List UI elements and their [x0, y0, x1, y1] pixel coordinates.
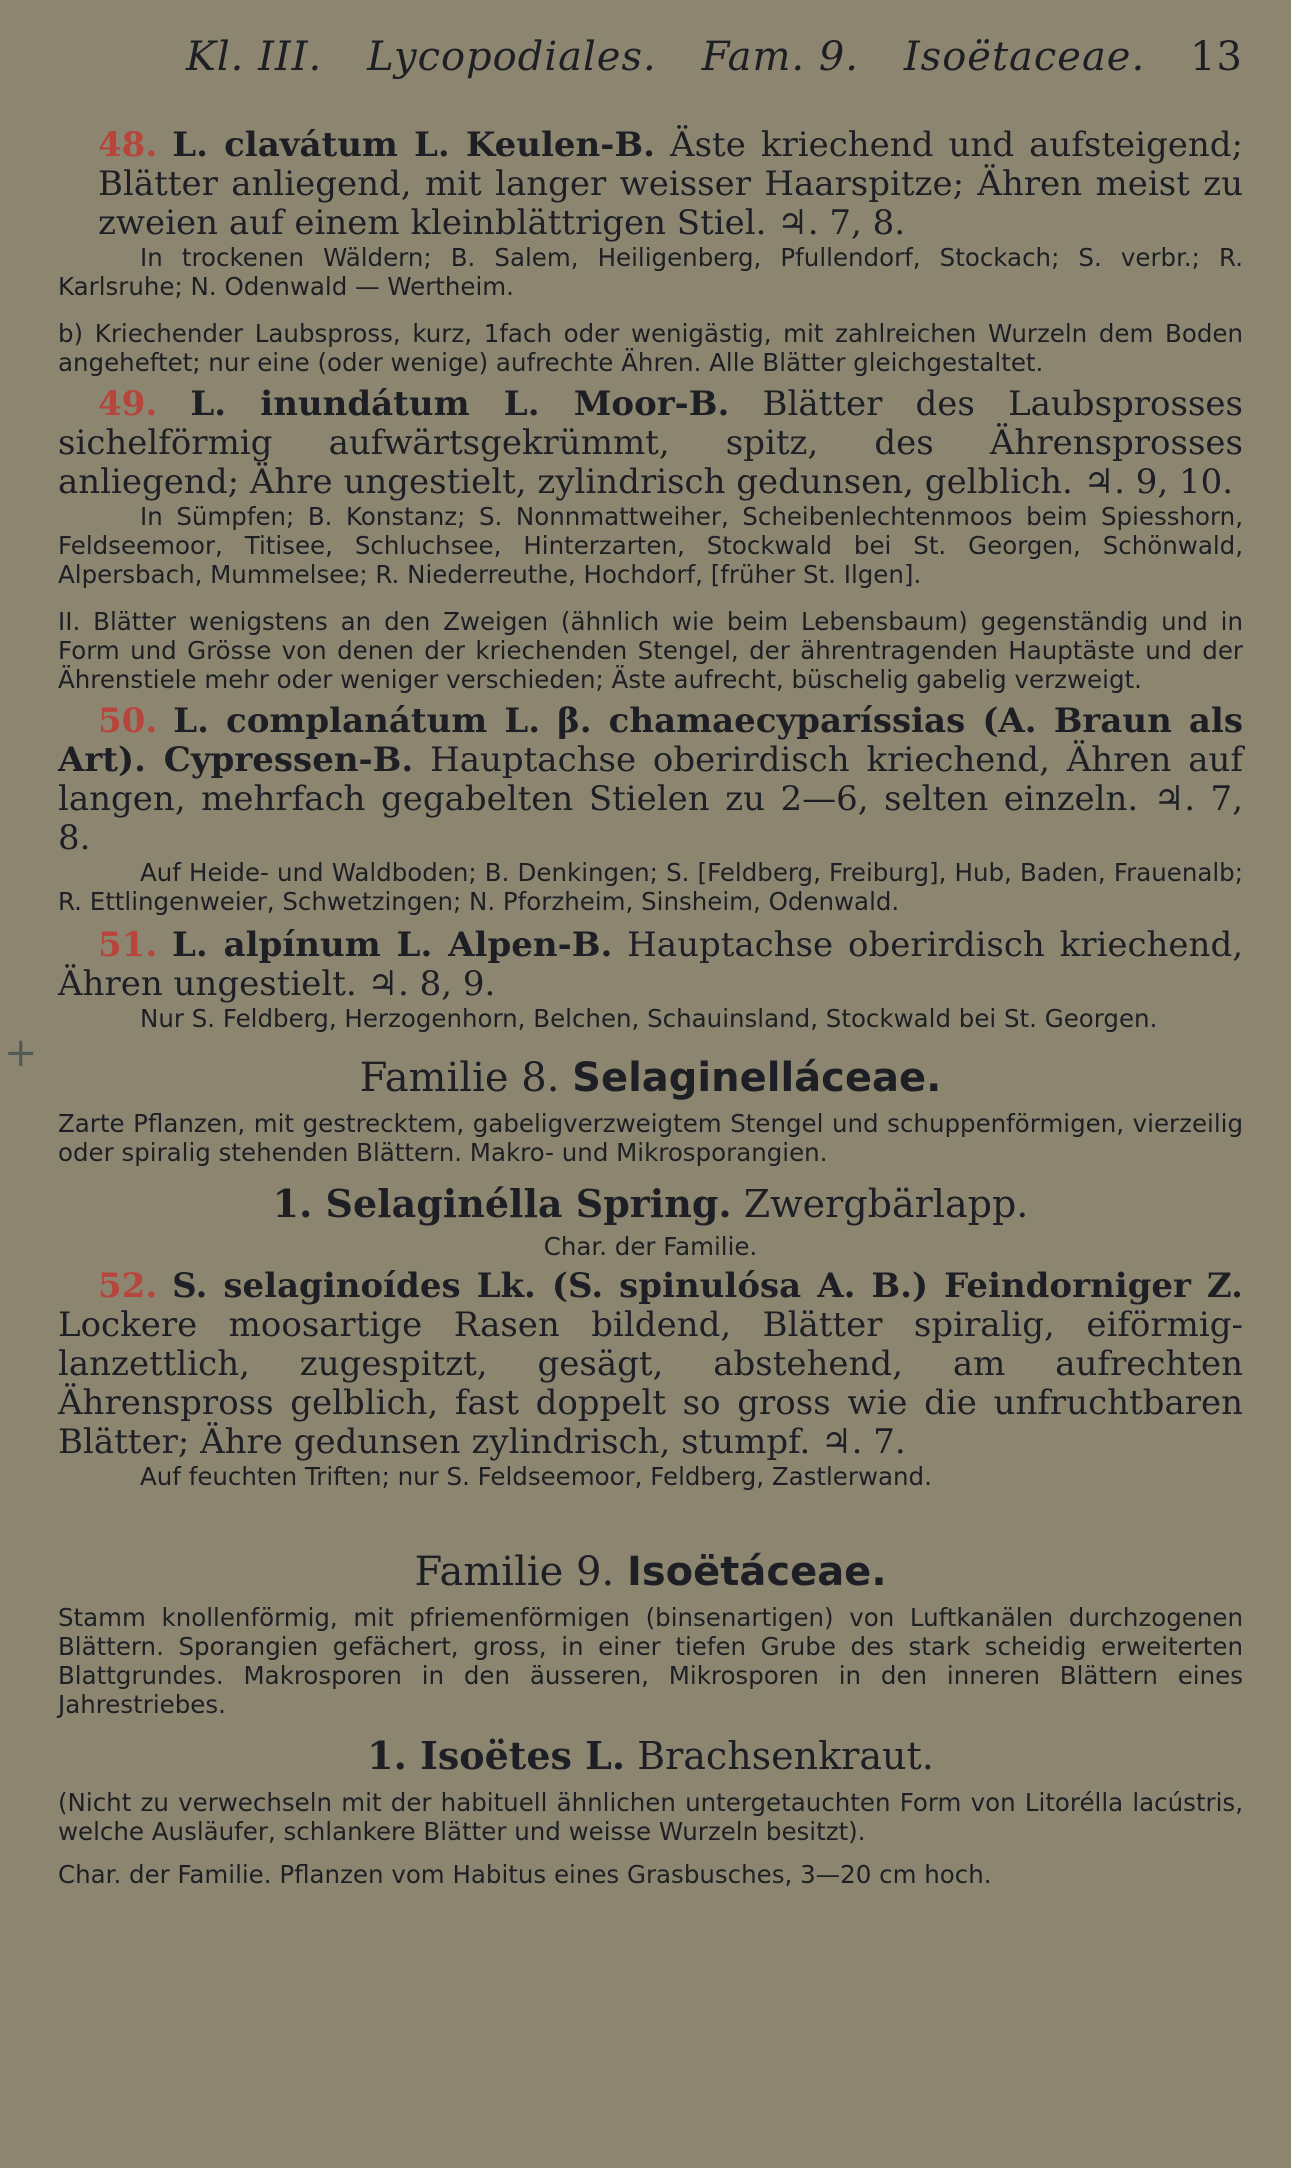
key-b: b) Kriechender Laubspross, kurz, 1fach oder wenigästig, mit zahlreichen Wurzeln dem Boden angeheftet; nur eine (oder wenige) aufrechte Ähren. Alle Blätter gleichgestaltet.	[58, 319, 1243, 377]
page-number: 13	[1190, 34, 1243, 80]
genus-isoetes-note: (Nicht zu verwechseln mit der habituell ähnlichen untergetauchten Form von Litorélla lacústris, welche Ausläufer, schlankere Blätter und weisse Wurzeln besitzt).	[58, 1788, 1243, 1846]
running-header	[58, 22, 1243, 80]
entry-49-name: L. inundátum L. Moor-B.	[190, 384, 730, 424]
entry-50-name: L. complanátum L. β. chamaecyparíssias (A. Braun als Art). Cypressen-B.	[58, 701, 1243, 780]
entry-51-name: L. alpínum L. Alpen-B.	[172, 925, 613, 965]
header-family-name: Isoëtaceae.	[903, 34, 1146, 80]
entry-48-name: L. clavátum L. Keulen-B.	[172, 125, 655, 165]
entry-51-number: 51.	[98, 925, 158, 965]
family-8-name: Selaginelláceae.	[572, 1055, 942, 1101]
genus-isoetes-common: Brachsenkraut.	[637, 1734, 934, 1778]
margin-plus-mark: +	[4, 1030, 38, 1076]
header-family: Fam. 9.	[701, 34, 859, 80]
genus-isoetes-heading	[58, 1733, 1243, 1778]
family-9-description: Stamm knollenförmig, mit pfriemenförmigen (binsenartigen) von Luftkanälen durchzogenen Blättern. Sporangien gefächert, gross, in einer tiefen Grube des stark scheidig erweiterten Blattgrundes. Makrosporen in den äusseren, Mikrosporen in den inneren Blättern eines Jahrestriebes.	[58, 1603, 1243, 1719]
family-9-name: Isoëtáceae.	[626, 1549, 887, 1595]
genus-selaginella-name: 1. Selaginélla Spring.	[272, 1181, 732, 1226]
header-class: Kl. III.	[186, 34, 323, 80]
key-II: II. Blätter wenigstens an den Zweigen (ähnlich wie beim Lebensbaum) gegenständig und in Form und Grösse von denen der kriechenden Stengel, der ährentragenden Hauptäste und der Ährenstiele mehr oder weniger verschieden; Äste aufrecht, büschelig gabelig verzweigt.	[58, 607, 1243, 694]
entry-52-text: Lockere moosartige Rasen bildend, Blätter spiralig, eiförmig-lanzettlich, zugespitzt, gesägt, abstehend, am aufrechten Ährenspross gelblich, fast doppelt so gross wie die unfruchtbaren Blätter; Ähre gedunsen zylindrisch, stumpf. ♃. 7.	[58, 1305, 1243, 1462]
entry-49-locations: In Sümpfen; B. Konstanz; S. Nonnmattweiher, Scheibenlechtenmoos beim Spiesshorn, Feldseemoor, Titisee, Schluchsee, Hinterzarten, Stockwald bei St. Georgen, Schönwald, Alpersbach, Mummelsee; R. Niederreuthe, Hochdorf, [früher St. Ilgen].	[58, 502, 1243, 589]
entry-49-number: 49.	[98, 384, 158, 424]
entry-50-number: 50.	[98, 701, 158, 741]
entry-52-locations: Auf feuchten Triften; nur S. Feldseemoor, Feldberg, Zastlerwand.	[140, 1462, 932, 1491]
genus-selaginella-common: Zwergbärlapp.	[743, 1182, 1029, 1226]
header-order: Lycopodiales.	[367, 34, 657, 80]
genus-isoetes-name: 1. Isoëtes L.	[367, 1733, 626, 1778]
entry-48-text: Äste kriechend und aufsteigend; Blätter anliegend, mit langer weisser Haarspitze; Ähren meist zu zweien auf einem kleinblättrigen Stiel. ♃. 7, 8.	[98, 125, 1244, 243]
entry-52-number: 52.	[98, 1266, 158, 1306]
entry-51-locations: Nur S. Feldberg, Herzogenhorn, Belchen, Schauinsland, Stockwald bei St. Georgen.	[140, 1004, 1158, 1033]
entry-51	[58, 926, 1243, 1004]
entry-52-name: S. selaginoídes Lk. (S. spinulósa A. B.) Feindorniger Z.	[172, 1266, 1243, 1306]
entry-49	[58, 385, 1243, 502]
family-9-label: Familie 9.	[414, 1549, 615, 1595]
entry-48	[58, 126, 1243, 243]
family-8-description: Zarte Pflanzen, mit gestrecktem, gabeligverzweigtem Stengel und schuppenförmigen, vierzeilig oder spiralig stehenden Blättern. Makro- und Mikrosporangien.	[58, 1109, 1243, 1167]
entry-52	[58, 1267, 1243, 1462]
genus-isoetes-char: Char. der Familie. Pflanzen vom Habitus eines Grasbusches, 3—20 cm hoch.	[58, 1860, 992, 1889]
entry-48-locations: In trockenen Wäldern; B. Salem, Heiligenberg, Pfullendorf, Stockach; S. verbr.; R. Karlsruhe; N. Odenwald — Wertheim.	[58, 243, 1243, 301]
entry-50	[58, 702, 1243, 858]
entry-50-locations: Auf Heide- und Waldboden; B. Denkingen; S. [Feldberg, Freiburg], Hub, Baden, Frauenalb; R. Ettlingenweier, Schwetzingen; N. Pforzheim, Sinsheim, Odenwald.	[58, 858, 1243, 916]
entry-51-text: Hauptachse oberirdisch kriechend, Ähren ungestielt. ♃. 8, 9.	[58, 925, 1244, 1004]
genus-selaginella-char: Char. der Familie.	[543, 1232, 758, 1261]
entry-48-number: 48.	[98, 125, 158, 165]
family-8-label: Familie 8.	[359, 1055, 560, 1101]
genus-selaginella-heading	[58, 1181, 1243, 1226]
family-9-heading	[58, 1549, 1243, 1595]
family-8-heading	[58, 1055, 1243, 1101]
entry-50-text: Hauptachse oberirdisch kriechend, Ähren auf langen, mehrfach gegabelten Stielen zu 2—6, selten einzeln. ♃. 7, 8.	[58, 740, 1243, 858]
entry-49-text: Blätter des Laubsprosses sichelförmig aufwärtsgekrümmt, spitz, des Ährensprosses anliegend; Ähre ungestielt, zylindrisch gedunsen, gelblich. ♃. 9, 10.	[58, 384, 1243, 502]
